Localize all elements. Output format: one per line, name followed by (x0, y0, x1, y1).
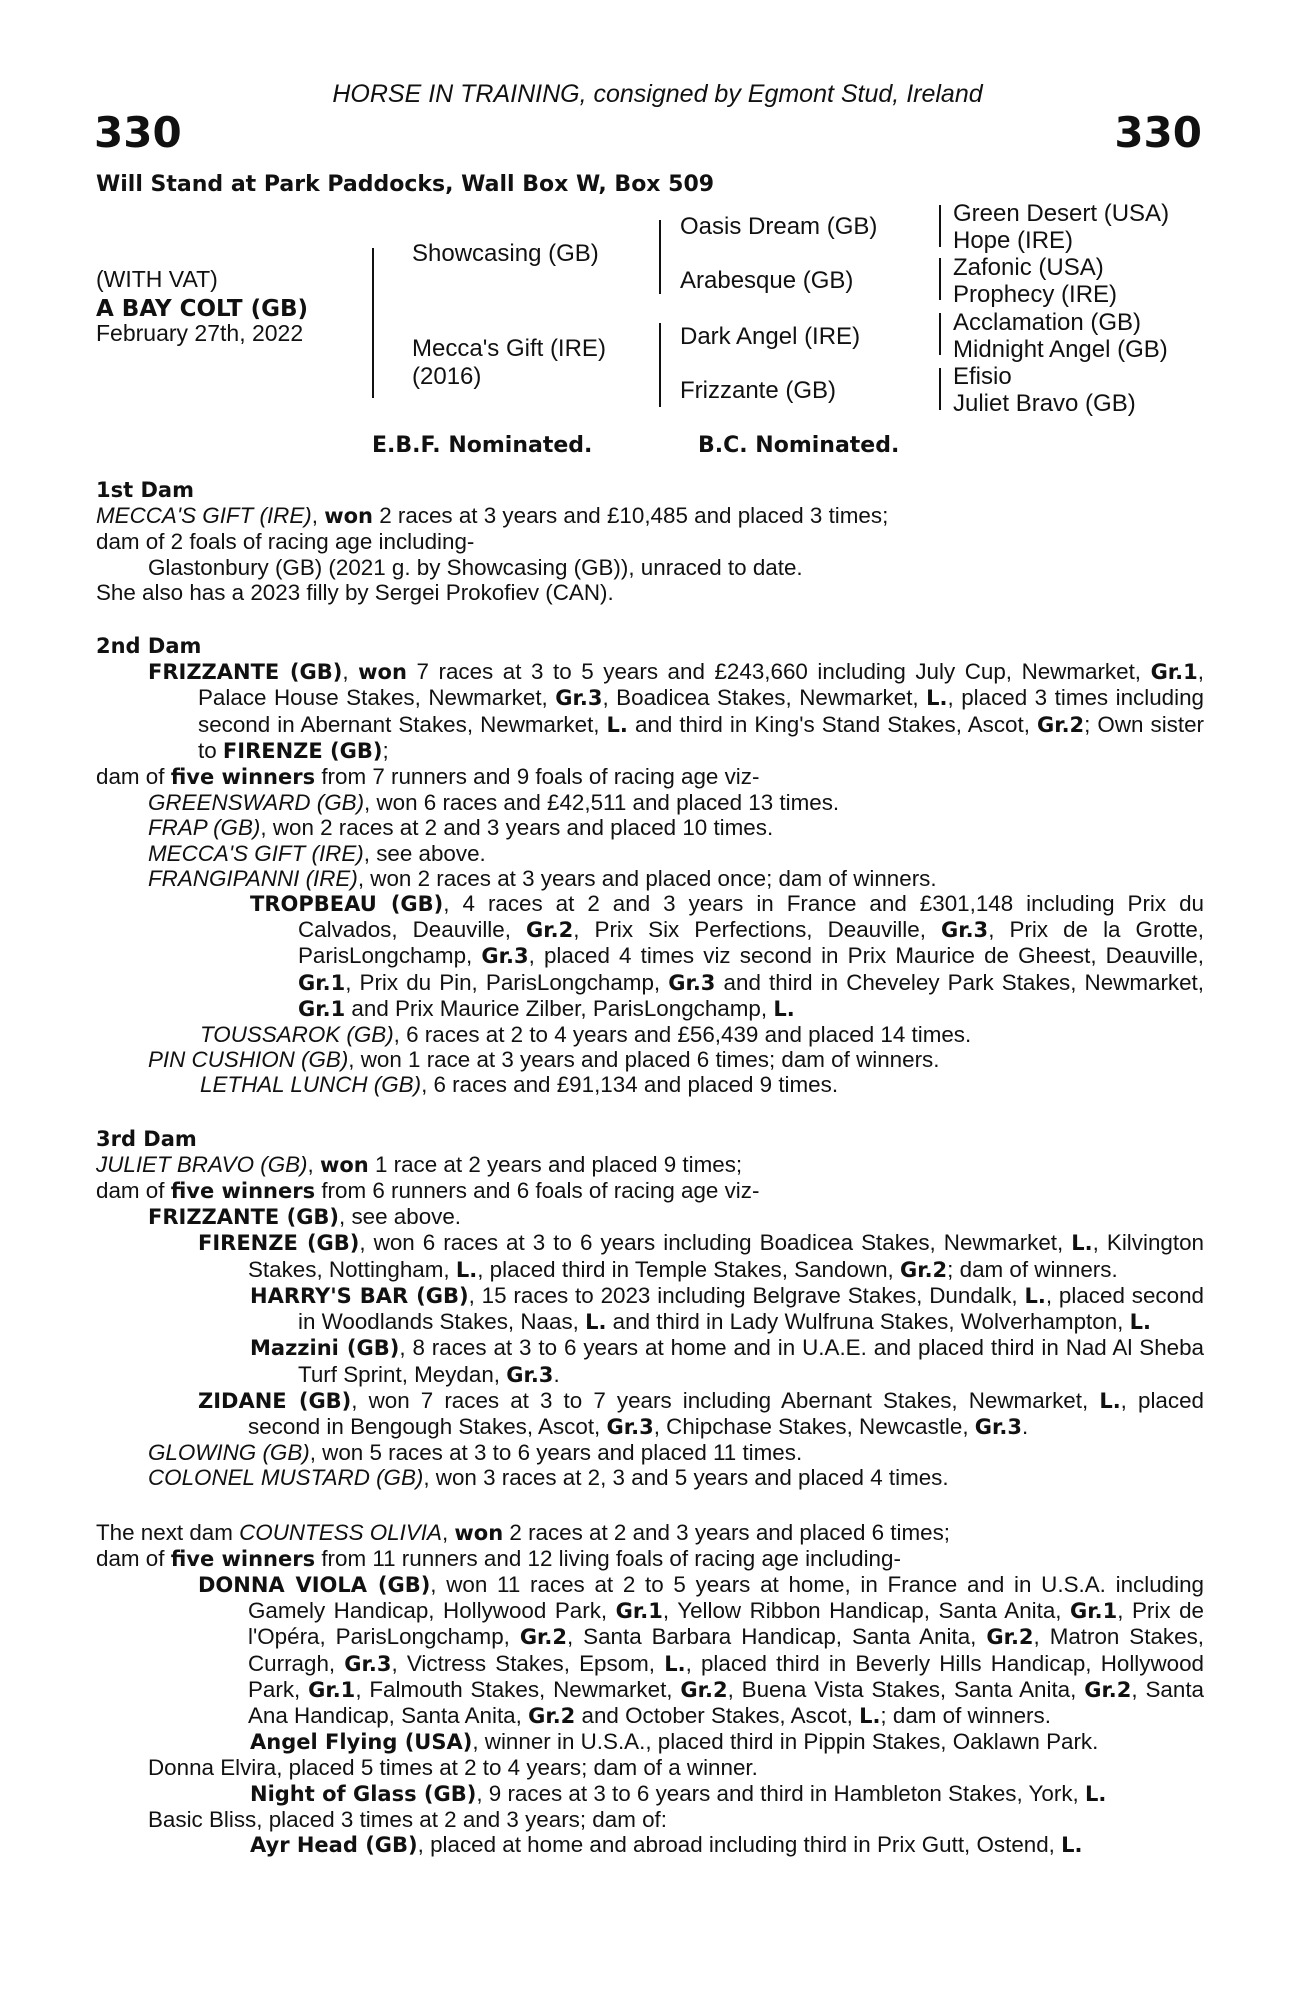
catalogue-body (96, 478, 1204, 1887)
pedigree-dam: Mecca's Gift (IRE) (412, 335, 606, 362)
pedigree-sss: Green Desert (USA) (953, 200, 1170, 227)
pedigree-dam-sire: Dark Angel (IRE) (680, 323, 861, 350)
pedigree-sire: Showcasing (GB) (412, 240, 599, 267)
pedigree-ssd: Hope (IRE) (953, 227, 1074, 254)
first-dam-foal: Glastonbury (GB) (2021 g. by Showcasing (GB)), unraced to date. (148, 554, 803, 580)
brace-ds (939, 313, 941, 355)
produce-night-of-glass: Night of Glass (GB), 9 races at 3 to 6 years and third in Hambleton Stakes, York, L. (250, 1780, 1107, 1806)
vat-note: (WITH VAT) (96, 266, 218, 292)
second-dam-section (96, 634, 1204, 1098)
brace-sd (939, 258, 941, 300)
produce-frangipanni: FRANGIPANNI (IRE), won 2 races at 3 years and placed once; dam of winners. (148, 865, 937, 891)
next-dam-line: The next dam COUNTESS OLIVIA, won 2 races at 2 and 3 years and placed 6 times; (96, 1519, 951, 1545)
produce-tropbeau: TROPBEAU (GB), 4 races at 2 and 3 years in France and £301,148 including Prix du Calvados, Deauville, Gr.2, Prix Six Perfections, Deauville, Gr.3, Prix de la Grotte, ParisLongchamp, Gr.3, placed 4 times viz second in Prix Maurice de Gheest, Deauville, Gr.1, Prix du Pin, ParisLongchamp, Gr.3 and third in Cheveley Park Stakes, Newmarket, Gr.1 and Prix Maurice Zilber, ParisLongchamp, L. (250, 891, 1205, 1021)
pedigree-sdd: Prophecy (IRE) (953, 281, 1118, 308)
pedigree-dam-dam: Frizzante (GB) (680, 377, 837, 404)
third-dam-heading: 3rd Dam (96, 1126, 197, 1151)
pedigree-sds: Zafonic (USA) (953, 254, 1104, 281)
produce-frizzante: FRIZZANTE (GB), see above. (148, 1204, 462, 1230)
produce-meccas-gift: MECCA'S GIFT (IRE), see above. (148, 840, 486, 866)
third-dam-section (96, 1127, 1204, 1491)
first-dam-heading: 1st Dam (96, 478, 194, 502)
produce-frap: FRAP (GB), won 2 races at 2 and 3 years and placed 10 times. (148, 815, 774, 841)
first-dam-section (96, 478, 1204, 605)
pedigree-ddd: Juliet Bravo (GB) (953, 390, 1136, 417)
third-dam-produce-intro: dam of five winners from 6 runners and 6 foals of racing age viz- (96, 1178, 760, 1204)
box-location: Will Stand at Park Paddocks, Wall Box W, Box 509 (96, 172, 715, 197)
produce-lethal-lunch: LETHAL LUNCH (GB), 6 races and £91,134 and placed 9 times. (200, 1072, 839, 1098)
second-dam-record: FRIZZANTE (GB), won 7 races at 3 to 5 years and £243,660 including July Cup, Newmarket, Gr.1, Palace House Stakes, Newmarket, Gr.3, Boadicea Stakes, Newmarket, L., placed 3 times including second in Abernant Stakes, Newmarket, L. and third in King's Stand Stakes, Ascot, Gr.2; Own sister to FIRENZE (GB); (148, 659, 1204, 763)
second-dam-heading: 2nd Dam (96, 634, 202, 659)
next-dam-section (96, 1520, 1204, 1859)
produce-pin-cushion: PIN CUSHION (GB), won 1 race at 3 years and placed 6 times; dam of winners. (148, 1047, 940, 1073)
produce-toussarok: TOUSSAROK (GB), 6 races at 2 to 4 years and £56,439 and placed 14 times. (200, 1022, 972, 1048)
first-dam-note: She also has a 2023 filly by Sergei Prokofiev (CAN). (96, 579, 614, 605)
ebf-nomination: E.B.F. Nominated. (372, 433, 593, 458)
pedigree-dss: Acclamation (GB) (953, 309, 1142, 336)
produce-ayr-head: Ayr Head (GB), placed at home and abroad including third in Prix Gutt, Ostend, L. (250, 1831, 1083, 1857)
produce-angel-flying: Angel Flying (USA), winner in U.S.A., placed third in Pippin Stakes, Oaklawn Park. (250, 1729, 1099, 1755)
produce-harrys-bar: HARRY'S BAR (GB), 15 races to 2023 including Belgrave Stakes, Dundalk, L., placed second in Woodlands Stakes, Naas, L. and third in Lady Wulfruna Stakes, Wolverhampton, L. (250, 1282, 1204, 1335)
pedigree-dam-year: (2016) (412, 363, 482, 390)
lot-number-left: 330 (94, 108, 182, 157)
produce-colonel-mustard: COLONEL MUSTARD (GB), won 3 races at 2, 3 and 5 years and placed 4 times. (148, 1465, 949, 1491)
brace-ss (939, 205, 941, 247)
third-dam-line: JULIET BRAVO (GB), won 1 race at 2 years and placed 9 times; (96, 1151, 743, 1177)
lot-number-right: 330 (1114, 108, 1202, 157)
produce-zidane: ZIDANE (GB), won 7 races at 3 to 7 years including Abernant Stakes, Newmarket, L., placed second in Bengough Stakes, Ascot, Gr.3, Chipchase Stakes, Newcastle, Gr.3. (198, 1387, 1204, 1439)
first-dam-produce-intro: dam of 2 foals of racing age including- (96, 529, 475, 555)
first-dam-line: MECCA'S GIFT (IRE), won 2 races at 3 years and £10,485 and placed 3 times; (96, 503, 889, 529)
pedigree-dsd: Midnight Angel (GB) (953, 336, 1168, 363)
brace-dam (659, 323, 661, 407)
horse-name: A BAY COLT (GB) (96, 296, 309, 322)
produce-mazzini: Mazzini (GB), 8 races at 3 to 6 years at home and in U.A.E. and placed third in Nad Al Sheba Turf Sprint, Meydan, Gr.3. (250, 1335, 1204, 1387)
produce-greensward: GREENSWARD (GB), won 6 races and £42,511 and placed 13 times. (148, 790, 840, 816)
consignment-line: HORSE IN TRAINING, consigned by Egmont Stud, Ireland (332, 80, 983, 108)
date-of-birth: February 27th, 2022 (96, 320, 304, 346)
brace-sire (659, 220, 661, 294)
pedigree-dds: Efisio (953, 363, 1012, 390)
produce-donna-elvira: Donna Elvira, placed 5 times at 2 to 4 years; dam of a winner. (148, 1755, 758, 1781)
brace-main (372, 248, 374, 398)
pedigree-sire-sire: Oasis Dream (GB) (680, 213, 878, 240)
produce-glowing: GLOWING (GB), won 5 races at 3 to 6 years and placed 11 times. (148, 1440, 803, 1466)
produce-donna-viola: DONNA VIOLA (GB), won 11 races at 2 to 5 years at home, in France and in U.S.A. including Gamely Handicap, Hollywood Park, Gr.1, Yellow Ribbon Handicap, Santa Anita, Gr.1, Prix de l'Opéra, ParisLongchamp, Gr.2, Santa Barbara Handicap, Santa Anita, Gr.2, Matron Stakes, Curragh, Gr.3, Victress Stakes, Epsom, L., placed third in Beverly Hills Handicap, Hollywood Park, Gr.1, Falmouth Stakes, Newmarket, Gr.2, Buena Vista Stakes, Santa Anita, Gr.2, Santa Ana Handicap, Santa Anita, Gr.2 and October Stakes, Ascot, L.; dam of winners. (198, 1571, 1204, 1728)
second-dam-produce-intro: dam of five winners from 7 runners and 9 foals of racing age viz- (96, 764, 760, 790)
bc-nomination: B.C. Nominated. (698, 433, 900, 458)
pedigree-sire-dam: Arabesque (GB) (680, 267, 854, 294)
produce-firenze: FIRENZE (GB), won 6 races at 3 to 6 years including Boadicea Stakes, Newmarket, L., Kilvington Stakes, Nottingham, L., placed third in Temple Stakes, Sandown, Gr.2; dam of winners. (198, 1230, 1204, 1282)
produce-basic-bliss: Basic Bliss, placed 3 times at 2 and 3 years; dam of: (148, 1806, 667, 1832)
next-dam-produce-intro: dam of five winners from 11 runners and 12 living foals of racing age including- (96, 1545, 901, 1571)
brace-dd (939, 368, 941, 410)
